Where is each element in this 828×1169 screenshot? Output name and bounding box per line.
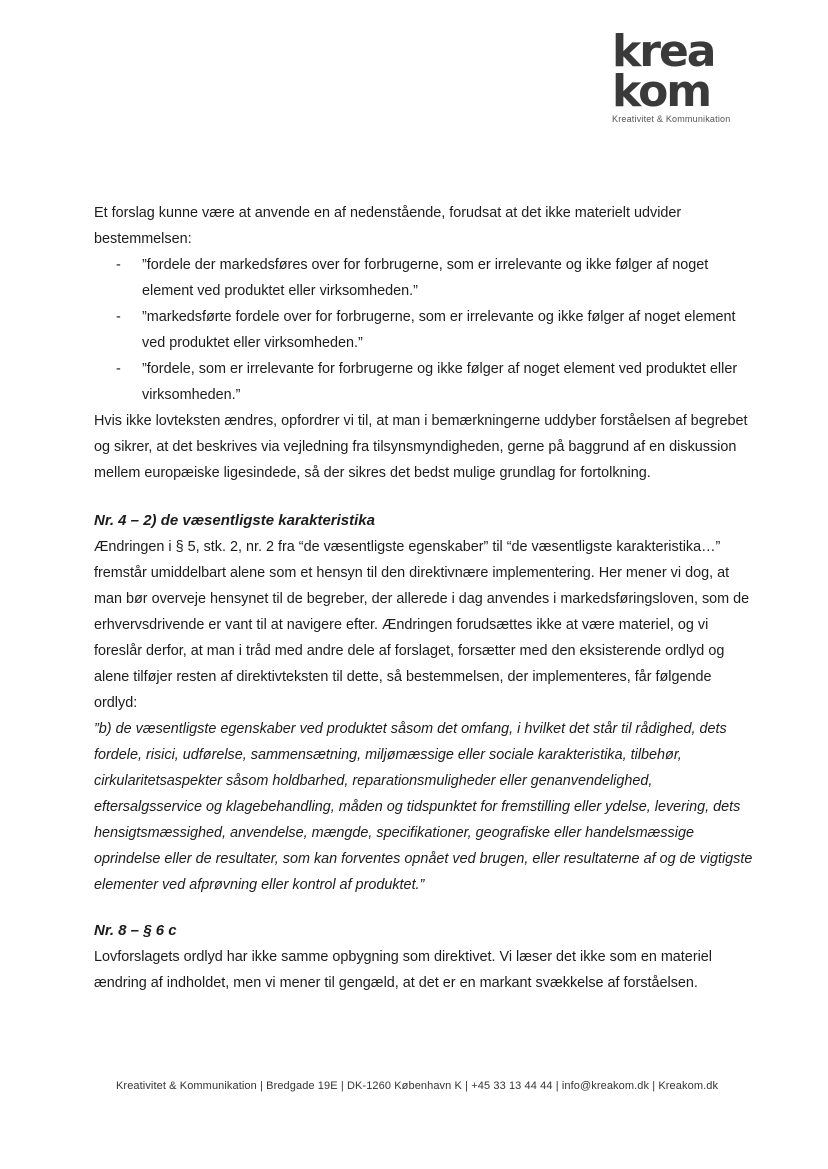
dash-marker: - <box>116 309 121 325</box>
nr4-paragraph: Ændringen i § 5, stk. 2, nr. 2 fra “de væsentligste egenskaber” til “de væsentligste karakteristika…” fremstår umiddelbart alene som et hensyn til den direktivnære implementering. Her mener vi dog, at man bør overveje hensynet til de begreber, der allerede i dag anvendes i markedsføringsloven, som de erhvervsdrivende er vant til at navigere efter. Ændringen forudsættes ikke at være materiel, og vi foreslår derfor, at man i tråd med andre dele af forslaget, forsætter med den eksisterende ordlyd og alene tilføjer resten af direktivteksten til dette, så bestemmelsen, der implementeres, får følgende ordlyd: <box>94 539 750 711</box>
logo-word-top: krea <box>612 26 715 77</box>
kreakom-logo <box>612 26 742 124</box>
logo-tagline: Kreativitet & Kommunikation <box>612 114 731 124</box>
document-body <box>94 200 754 996</box>
list-item: - ”fordele der markedsføres over for forbrugerne, som er irrelevante og ikke følger af noget element ved produktet eller virksomheden.” <box>94 252 754 304</box>
section-heading-nr8: Nr. 8 – § 6 c <box>94 922 177 939</box>
list-item: - ”markedsførte fordele over for forbrugerne, som er irrelevante og ikke følger af noget element ved produktet eller virksomheden.” <box>94 304 754 356</box>
page-footer: Kreativitet & Kommunikation | Bredgade 19E | DK-1260 København K | +45 33 13 44 44 | info@kreakom.dk | Kreakom.dk <box>116 1080 719 1092</box>
logo-word-bottom: kom <box>612 66 711 117</box>
list-item: - ”fordele, som er irrelevante for forbrugerne og ikke følger af noget element ved produktet eller virksomheden.” <box>94 356 754 408</box>
nr8-paragraph: Lovforslagets ordlyd har ikke samme opbygning som direktivet. Vi læser det ikke som en materiel ændring af indholdet, men vi mener til gengæld, at det er en markant svækkelse af forståelsen. <box>94 949 713 991</box>
nr4-quote: ”b) de væsentligste egenskaber ved produktet såsom det omfang, i hvilket det står til rådighed, dets fordele, risici, udførelse, sammensætning, miljømæssige eller sociale karakteristika, tilbehør, cirkularitetsaspekter såsom holdbarhed, reparationsmuligheder eller genanvendelighed, eftersalgsservice og klagebehandling, måden og tidspunktet for fremstilling eller ydelse, levering, dets hensigtsmæssighed, anvendelse, mængde, specifikationer, geografiske eller handelsmæssige oprindelse eller de resultater, som kan forventes opnået ved brugen, eller resultaterne af og de vigtigste elementer ved afprøvning eller kontrol af produktet.” <box>94 721 753 893</box>
proposal-list <box>94 252 754 408</box>
dash-marker: - <box>116 257 121 273</box>
intro-paragraph: Et forslag kunne være at anvende en af nedenstående, forudsat at det ikke materielt udvider bestemmelsen: <box>94 205 682 247</box>
section-heading-nr4: Nr. 4 – 2) de væsentligste karakteristika <box>94 512 375 529</box>
intro-closing-paragraph: Hvis ikke lovteksten ændres, opfordrer vi til, at man i bemærkningerne uddyber forståelsen af begrebet og sikrer, at det beskrives via vejledning fra tilsynsmyndigheden, gerne på baggrund af en diskussion mellem europæiske ligesindede, så der sikres det bedst mulige grundlag for fortolkning. <box>94 413 748 481</box>
dash-marker: - <box>116 361 121 377</box>
